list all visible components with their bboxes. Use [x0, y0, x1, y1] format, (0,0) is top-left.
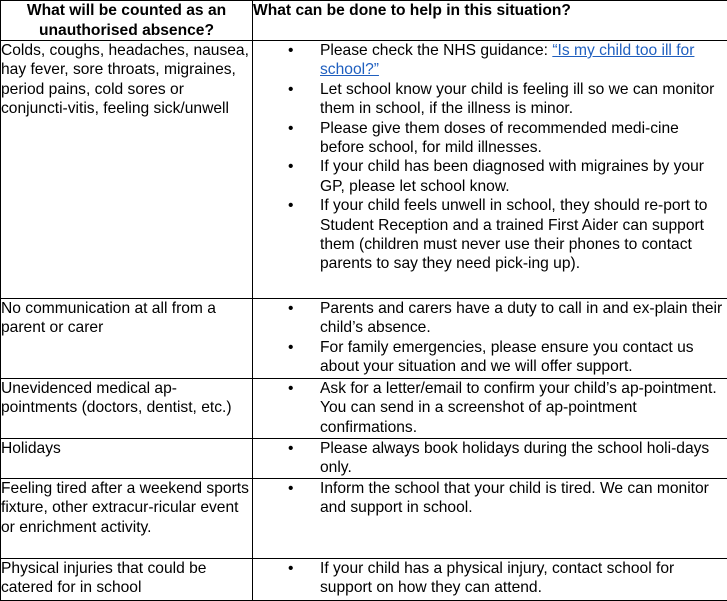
bullet-icon: • — [288, 119, 293, 138]
list-item — [253, 379, 727, 437]
help-text: Parents and carers have a duty to call in and ex-plain their child’s absence. — [320, 300, 722, 336]
table-row — [1, 41, 727, 299]
help-text: Let school know your child is feeling ill so we can monitor them in school, if the illness is minor. — [320, 81, 714, 117]
help-list — [253, 479, 727, 518]
bullet-icon: • — [288, 439, 293, 458]
bullet-icon: • — [288, 479, 293, 498]
bullet-icon: • — [288, 338, 293, 357]
help-text: If your child has a physical injury, contact school for support on how they can attend. — [320, 560, 674, 596]
header-help: What can be done to help in this situation? — [253, 1, 727, 41]
help-list — [253, 299, 727, 377]
list-item — [253, 559, 727, 598]
help-list — [253, 41, 727, 274]
bullet-icon: • — [288, 299, 293, 318]
list-item — [253, 157, 727, 196]
help-cell — [253, 299, 727, 379]
absence-cell: Unevidenced medical ap-pointments (doctors, dentist, etc.) — [1, 379, 253, 439]
absence-cell: Physical injuries that could be catered for in school — [1, 559, 253, 601]
help-cell — [253, 479, 727, 559]
list-item — [253, 338, 727, 377]
help-list — [253, 439, 727, 478]
help-text: Please check the NHS guidance: — [320, 42, 552, 59]
bullet-icon: • — [288, 157, 293, 176]
list-item — [253, 299, 727, 338]
help-text: Please give them doses of recommended medi-cine before school, for mild illnesses. — [320, 120, 679, 156]
table-row — [1, 559, 727, 601]
absence-cell: No communication at all from a parent or carer — [1, 299, 253, 379]
absence-cell: Colds, coughs, headaches, nausea, hay fever, sore throats, migraines, period pains, cold sores or conjuncti-vitis, feeling sick/unwell — [1, 41, 253, 299]
list-item — [253, 196, 727, 274]
header-row — [1, 1, 727, 41]
list-item — [253, 439, 727, 478]
list-item — [253, 479, 727, 518]
help-list — [253, 559, 727, 598]
absence-cell: Holidays — [1, 439, 253, 479]
help-cell — [253, 559, 727, 601]
help-cell — [253, 439, 727, 479]
help-text: Inform the school that your child is tired. We can monitor and support in school. — [320, 480, 709, 516]
help-text: If your child feels unwell in school, they should re-port to Student Reception and a trained First Aider can support them (children must never use their phones to contact parents to say they need pick-ing up). — [320, 197, 707, 272]
help-text: Please always book holidays during the school holi-days only. — [320, 440, 709, 476]
list-item — [253, 80, 727, 119]
help-text: Ask for a letter/email to confirm your child’s ap-pointment. You can send in a screenshot of ap-pointment confirmations. — [320, 380, 717, 436]
bullet-icon: • — [288, 196, 293, 215]
bullet-icon: • — [288, 41, 293, 60]
bullet-icon: • — [288, 379, 293, 398]
nhs-guidance-link[interactable]: “Is my child too ill for school?” — [320, 42, 694, 78]
bullet-icon: • — [288, 559, 293, 578]
help-cell — [253, 379, 727, 439]
help-list — [253, 379, 727, 437]
help-cell — [253, 41, 727, 299]
help-text: For family emergencies, please ensure you contact us about your situation and we will offer support. — [320, 339, 694, 375]
header-absence-type: What will be counted as an unauthorised absence? — [1, 1, 253, 41]
table-row — [1, 379, 727, 439]
list-item — [253, 119, 727, 158]
table-row — [1, 299, 727, 379]
help-text: If your child has been diagnosed with migraines by your GP, please let school know. — [320, 158, 704, 194]
bullet-icon: • — [288, 80, 293, 99]
table-row — [1, 439, 727, 479]
table-row — [1, 479, 727, 559]
absence-cell: Feeling tired after a weekend sports fixture, other extracur-ricular event or enrichment activity. — [1, 479, 253, 559]
list-item — [253, 41, 727, 80]
